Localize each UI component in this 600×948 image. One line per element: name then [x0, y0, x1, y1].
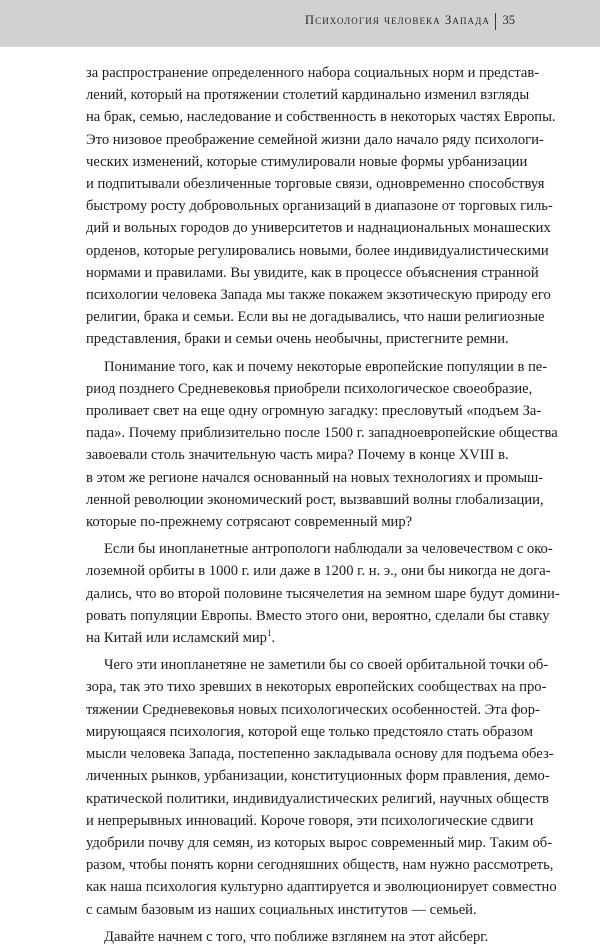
paragraph-1 — [86, 62, 556, 351]
text-line: нормами и правилами. Вы увидите, как в процессе объяснения странной — [86, 264, 539, 281]
text-line: пада». Почему приблизительно после 1500 г. западноевропейские общества — [86, 425, 558, 442]
page-number: 35 — [502, 13, 515, 27]
paragraph-3 — [86, 538, 560, 649]
body-text — [86, 62, 560, 948]
text-line: на брак, семью, наследование и собственность в некоторых частях Европы. — [86, 109, 556, 126]
paragraph-4 — [86, 654, 557, 920]
text-line: Если бы инопланетные антропологи наблюдали за человечеством с око- — [104, 541, 553, 558]
text-fragment: . — [271, 630, 276, 647]
text-fragment: на Китай или исламский мир — [86, 630, 267, 647]
text-line: психологии человека Запада мы также покажем экзотическую природу его — [86, 287, 551, 304]
running-title: Психология человека Запада — [304, 13, 490, 27]
text-line: Это низовое преображение семейной жизни дало начало ряду психологи- — [86, 131, 544, 148]
text-line: тяжении Средневековья новых психологических особенностей. Эта фор- — [86, 701, 540, 718]
text-line: удобрили почву для семян, из которых вырос современный мир. Таким об- — [86, 834, 553, 851]
text-line: и подпитывали обезличенные торговые связи, одновременно способствуя — [86, 176, 545, 193]
text-line: разом, чтобы понять корни сегодняшних обществ, нам нужно рассмотреть, — [86, 857, 554, 874]
header-divider — [495, 13, 496, 30]
paragraph-2 — [86, 356, 558, 534]
text-line: ленной революции экономический рост, вызвавший волны глобализации, — [86, 491, 544, 508]
text-line: завоевали столь значительную часть мира? Почему в конце XVIII в. — [86, 447, 509, 464]
text-line: Чего эти инопланетяне не заметили бы со своей орбитальной точки об- — [104, 657, 549, 674]
text-line: зора, так это тихо зревших в некоторых европейских сообществах на про- — [86, 679, 547, 696]
text-line: и непрерывных инноваций. Короче говоря, эти психологические сдвиги — [86, 812, 534, 829]
text-line: в этом же регионе начался основанный на новых технологиях и промыш- — [86, 469, 544, 486]
text-line: как наша психология культурно адаптируется и эволюционирует совместно — [86, 879, 557, 896]
text-line: кратической политики, индивидуалистических религий, научных обществ — [86, 790, 549, 807]
text-line: которые по-прежнему сотрясают современный мир? — [86, 514, 413, 531]
text-line: дий и вольных городов до университетов и наднациональных монашеских — [86, 220, 551, 237]
text-line: мирующаяся психология, которой еще только предстояло стать образом — [86, 723, 533, 740]
text-line: быстрому росту добровольных организаций в диапазоне от торговых гиль- — [86, 198, 553, 215]
text-line: риод позднего Средневековья приобрели психологическое своеобразие, — [86, 380, 533, 397]
text-line: с самым базовым из наших социальных институтов — семьей. — [86, 901, 477, 918]
text-line: Давайте начнем с того, что поближе взглянем на этот айсберг. — [104, 928, 489, 945]
text-line: Понимание того, как и почему некоторые европейские популяции в пе- — [104, 358, 548, 375]
text-line: религии, брака и семьи. Если вы не догадывались, что наши религиозные — [86, 309, 545, 326]
text-line: ческих изменений, которые стимулировали новые формы урбанизации — [86, 153, 528, 170]
text-line: личенных рынков, урбанизации, конституционных форм правления, демо- — [86, 768, 550, 785]
text-line: за распространение определенного набора социальных норм и представ- — [86, 65, 540, 81]
running-header — [0, 0, 600, 47]
text-line: орденов, которые регулировались новыми, более индивидуалистическими — [86, 242, 549, 259]
text-line: мысли человека Запада, постепенно закладывала основу для подъема обез- — [86, 746, 554, 763]
text-line: представления, браки и семьи очень необычны, пристегните ремни. — [86, 331, 509, 348]
text-line: проливает свет на еще одну огромную загадку: пресловутый «подъем За- — [86, 403, 542, 420]
footnote-ref[interactable]: 1 — [266, 628, 272, 639]
text-line: ровать популяции Европы. Вместо этого они, вероятно, сделали бы ставку — [86, 607, 550, 624]
text-line: лоземной орбиты в 1000 г. или даже в 1200 г. н. э., они бы никогда не дога- — [86, 563, 551, 580]
text-line — [86, 627, 506, 649]
text-line: лений, который на протяжении столетий кардинально изменил взгляды — [86, 87, 530, 104]
text-line: дались, что во второй половине тысячелетия на земном шаре будут домини- — [86, 585, 560, 602]
paragraph-5 — [86, 926, 506, 948]
